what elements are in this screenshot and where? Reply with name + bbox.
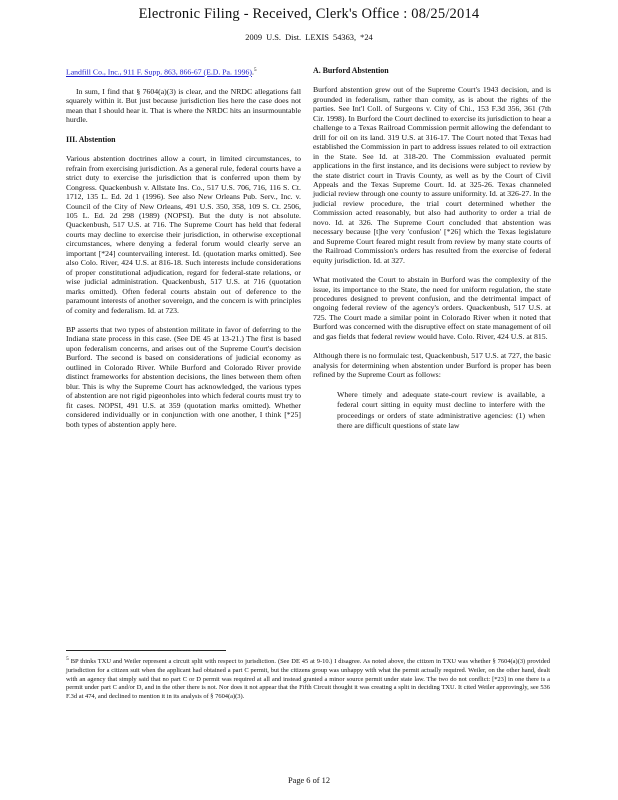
left-paragraph-2: In sum, I find that § 7604(a)(3) is clear, and the NRDC allegations fall squarely within it. But just because jurisdiction lies here the case does not mean that I should hear it. That is where the NRDC hits an insurmountable hurdle. <box>66 87 301 125</box>
left-paragraph-4: BP asserts that two types of abstention militate in favor of deferring to the Indiana state process in this case. (See DE 45 at 13-21.) The first is based upon federalism concerns, and arises out of the Supreme Court's decision Burford. The second is based on considerations of judicial economy as outlined in Colorado River. While Burford and Colorado River provide distinct frameworks for abstention decisions, the lines between them often blur. This is why the Supreme Court has acknowledged, the various types of abstention are not rigid pigeonholes into which federal courts must try to fit cases. NOPSI, 491 U.S. at 359 (quotation marks omitted). Whether considered individually or in conjunction with one another, I think [*25] both types of abstention apply here. <box>66 325 301 429</box>
footnote-divider <box>66 650 226 651</box>
footnote-marker[interactable]: 5 <box>253 67 257 73</box>
section-heading-burford: A. Burford Abstention <box>313 66 389 75</box>
footnote-number: 5 <box>66 656 69 662</box>
right-column <box>313 66 551 442</box>
block-quote: Where timely and adequate state-court review is available, a federal court sitting in equity must decline to interfere with the proceedings or orders of state administrative agencies: (1) when there are difficult questions of state law <box>337 389 545 431</box>
citation-link[interactable]: Landfill Co., Inc., 911 F. Supp. 863, 866-67 (E.D. Pa. 1996) <box>66 67 252 77</box>
right-paragraph-3: Although there is no formulaic test, Quackenbush, 517 U.S. at 727, the basic analysis for determining when abstention under Burford is proper has been refined by the Supreme Court as follows: <box>313 351 551 380</box>
right-paragraph-2: What motivated the Court to abstain in Burford was the complexity of the issue, its importance to the State, the need for uniform regulation, the state procedures designed to prevent confusion, and the detrimental impact of ongoing federal review of the agency's orders. Quackenbush, 517 U.S. at 725. The Court made a similar point in Colorado River when it noted that Burford was concerned with the disruptive effect on state management of oil and gas fields that federal review would have. Colo. River, 424 U.S. at 815. <box>313 275 551 341</box>
left-paragraph-1 <box>66 66 301 77</box>
right-paragraph-1: Burford abstention grew out of the Supreme Court's 1943 decision, and is grounded in federalism, rather than comity, as is about the rights of the parties. See Int'l Coll. of Surgeons v. City of Chi., 153 F.3d 356, 361 (7th Cir. 1998). In Burford the Court declined to exercise its jurisdiction to hear a challenge to a Texas Railroad Commission permit allowing the defendant to drill for oil on its land. 319 U.S. at 316-17. The Court noted that Texas had established the Commission in part to address issues related to oil extraction in the State. See Id. at 318-20. The Commission evaluated permit applications in the first instance, and its decisions were subject to review by the state district court in Travis County, as well as by the Court of Civil Appeals and the Texas Supreme Court. Id. at 325-26. Texas channeled judicial review through one county to assure uniformity. Id. at 326-27. In the judicial review procedure, the trial court determined whether the Commission acted reasonably, but also had authority to order a trial de novo. Id. at 326. The Supreme Court concluded that abstention was necessary because [t]he very 'confusion' [*26] which the Texas legislature and Supreme Court feared might result from review by many state courts of the Railroad Commission's orders has resulted from the exercise of federal equity jurisdiction. Id. at 327. <box>313 85 551 265</box>
footnote <box>66 655 550 702</box>
left-column <box>66 66 301 439</box>
section-heading-abstention: III. Abstention <box>66 134 116 144</box>
footnote-text: BP thinks TXU and Weiler represent a circuit split with respect to jurisdiction. (See DE 45 at 9-10.) I disagree. As noted above, the citizen in TXU was whether § 7604(a)(3) provided jurisdiction for a citizen suit when the applicant had obtained a part C permit, but the citizens group was unhappy with what the permit actually required. Weiler, on the other hand, dealt with an agency that simply said that no part C or D permit was required at all and instead granted a minor source permit under state law. The two do not conflict: [*23] in one there is a permit under part C and/or D, and in the other there is not. Nor does it not appear that the Fifth Circuit thought it was creating a split in deciding TXU. It cited Weiler approvingly, see 536 F.3d at 474, and declined to mention it in its analysis of § 7604(a)(3). <box>66 658 551 701</box>
left-paragraph-3: Various abstention doctrines allow a court, in limited circumstances, to refrain from exercising jurisdiction. As a general rule, federal courts have a strict duty to exercise the jurisdiction that is conferred upon them by Congress. Quackenbush v. Allstate Ins. Co., 517 U.S. 706, 716, 116 S. Ct. 1712, 135 L. Ed. 2d 1 (1996). See also New Orleans Pub. Serv., Inc. v. Council of the City of New Orleans, 491 U.S. 350, 358, 109 S. Ct. 2506, 105 L. Ed. 2d 298 (1989) (NOPSI). But the duty is not absolute. Quackenbush, 517 U.S. at 716. The Supreme Court has held that federal courts may decline to exercise their jurisdiction, in otherwise exceptional circumstances, where denying a federal forum would clearly serve an important [*24] countervailing interest. Id. (quotation marks omitted). See also Colo. River, 424 U.S. at 816-18. Such interests include considerations of proper constitutional adjudication, regard for federal-state relations, or wise judicial administration. Quackenbush, 517 U.S. at 716 (quotation marks omitted). Often federal courts abstain out of deference to the paramount interests of another sovereign, and the concern is with principles of comity and federalism. Id. at 723. <box>66 154 301 315</box>
case-citation-header: 2009 U.S. Dist. LEXIS 54363, *24 <box>245 33 373 42</box>
filing-banner: Electronic Filing - Received, Clerk's Office : 08/25/2014 <box>138 6 480 22</box>
page-number: Page 6 of 12 <box>287 776 331 785</box>
text-span: . <box>251 67 254 77</box>
